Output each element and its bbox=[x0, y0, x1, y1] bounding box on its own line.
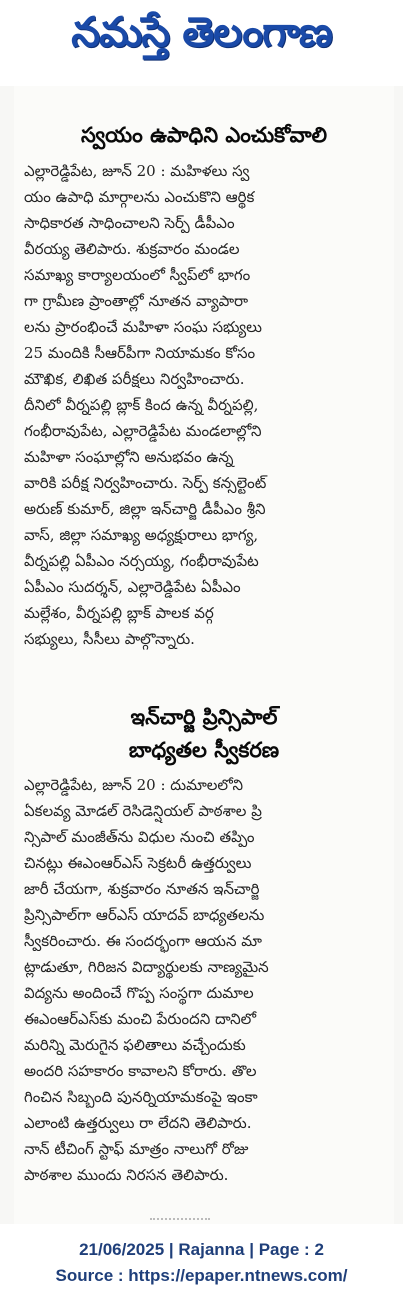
article-1-line: సమాఖ్య కార్యాలయంలో స్వీప్‌లో భాగం bbox=[24, 266, 251, 284]
article-2-line: విద్యను అందించే గొప్ప సంస్థగా దుమాల bbox=[24, 984, 254, 1002]
article-2-line: పాఠశాల ముందు నిరసన తెలిపారు. bbox=[24, 1166, 229, 1184]
article-1-line: దీనిలో వీర్నపల్లి బ్లాక్ కింద ఉన్న వీర్నపల్లి, bbox=[24, 396, 259, 414]
article-1-line: సాధికారత సాధించాలని సెర్ప్ డీపీఎం bbox=[24, 214, 235, 232]
article-2-headline-line-2: బాధ్యతల స్వీకరణ bbox=[128, 738, 280, 762]
article-1-line: సభ్యులు, సీసీలు పాల్గొన్నారు. bbox=[24, 630, 195, 648]
masthead bbox=[0, 0, 403, 74]
article-1-line: లను ప్రారంభించే మహిళా సంఘ సభ్యులు bbox=[24, 318, 262, 336]
article-1-line: వీర్నపల్లి ఏపీఎం నర్సయ్య, గంభీరావుపేట bbox=[24, 552, 259, 570]
article-1-line: ఎల్లారెడ్డిపేట, జూన్ 20 : మహిళలు స్వ bbox=[24, 162, 250, 180]
article-2-body bbox=[24, 772, 388, 1188]
article-1-line: గంభీరావుపేట, ఎల్లారెడ్డిపేట మండలాల్లోని bbox=[24, 422, 262, 440]
article-2-line: ఎలాంటి ఉత్తర్వులు రా లేదని తెలిపారు. bbox=[24, 1114, 252, 1132]
article-2-line: నాన్ టీచింగ్ స్టాఫ్ మాత్రం నాలుగో రోజు bbox=[24, 1140, 249, 1158]
article-1-body bbox=[24, 158, 388, 652]
article-2-line: ఎల్లారెడ్డిపేట, జూన్ 20 : దుమాలలోని bbox=[24, 776, 243, 794]
article-1-line: మహిళా సంఘాల్లోని అనుభవం ఉన్న bbox=[24, 448, 234, 466]
article-2-line: న్సిపాల్ మంజీత్‌ను విధుల నుంచి తప్పిం bbox=[24, 828, 255, 846]
article-2-line: స్వీకరించారు. ఈ సందర్భంగా ఆయన మా bbox=[24, 932, 262, 950]
article-1-headline: స్వయం ఉపాధిని ఎంచుకోవాలి bbox=[81, 123, 327, 147]
footer-source: Source : https://epaper.ntnews.com/ bbox=[55, 1266, 348, 1285]
article-1-line: మౌఖిక, లిఖిత పరీక్షలు నిర్వహించారు. bbox=[24, 370, 245, 388]
footer-date-edition: 21/06/2025 | Rajanna | Page : 2 bbox=[79, 1240, 324, 1259]
article-1-line: 25 మందికి సీఆర్‌పీగా నియామకం కోసం bbox=[24, 344, 256, 362]
article-1-line: మల్లేశం, వీర్నపల్లి బ్లాక్ పాలక వర్గ bbox=[24, 604, 214, 622]
article-1-line: యం ఉపాధి మార్గాలను ఎంచుకొని ఆర్థిక bbox=[24, 188, 255, 206]
clipping-bottom-edge bbox=[150, 1218, 210, 1224]
article-1-line: వీరయ్య తెలిపారు. శుక్రవారం మండల bbox=[24, 240, 240, 258]
article-2-line: అందరి సహకారం కావాలని కోరారు. తొల bbox=[24, 1062, 257, 1080]
article-1-line: వాస్, జిల్లా సమాఖ్య అధ్యక్షురాలు భాగ్య, bbox=[24, 526, 259, 544]
article-1-line: అరుణ్ కుమార్, జిల్లా ఇన్‌చార్జి డీపీఎం శ్రీని bbox=[24, 500, 266, 518]
article-2-line: ట్లాడుతూ, గిరిజన విద్యార్థులకు నాణ్యమైన bbox=[24, 958, 269, 976]
article-2-line: ఏకలవ్య మోడల్ రెసిడెన్షియల్ పాఠశాల ప్రి bbox=[24, 802, 262, 820]
article-2-line: మరిన్ని మెరుగైన ఫలితాలు వచ్చేందుకు bbox=[24, 1036, 246, 1054]
article-2-headline-line-1: ఇన్‌చార్జి ప్రిన్సిపాల్ bbox=[130, 705, 278, 729]
article-2-line: ఈఎంఆర్ఎస్‌కు మంచి పేరుందని దానిలో bbox=[24, 1010, 257, 1028]
article-2-line: గించిన సిబ్బంది పునర్నియామకంపై ఇంకా bbox=[24, 1088, 258, 1106]
article-1-line: ఏపీఎం సుదర్శన్, ఎల్లారెడ్డిపేట ఏపీఎం bbox=[24, 578, 241, 596]
article-1-line: గా గ్రామీణ ప్రాంతాల్లో నూతన వ్యాపారా bbox=[24, 292, 249, 310]
article-2-line: చినట్లు ఈఎంఆర్ఎస్ సెక్రటరీ ఉత్తర్వులు bbox=[24, 854, 252, 872]
article-2-line: ప్రిన్సిపాల్‌గా ఆర్ఎస్ యాదవ్ బాధ్యతలను bbox=[24, 906, 265, 924]
article-1-line: వారికి పరీక్ష నిర్వహించారు. సెర్ప్ కన్సల్టెంట్ bbox=[24, 474, 267, 492]
masthead-title: నమస్తే తెలంగాణ bbox=[71, 8, 332, 56]
article-2-line: జారీ చేయగా, శుక్రవారం నూతన ఇన్‌చార్జి bbox=[24, 880, 260, 898]
